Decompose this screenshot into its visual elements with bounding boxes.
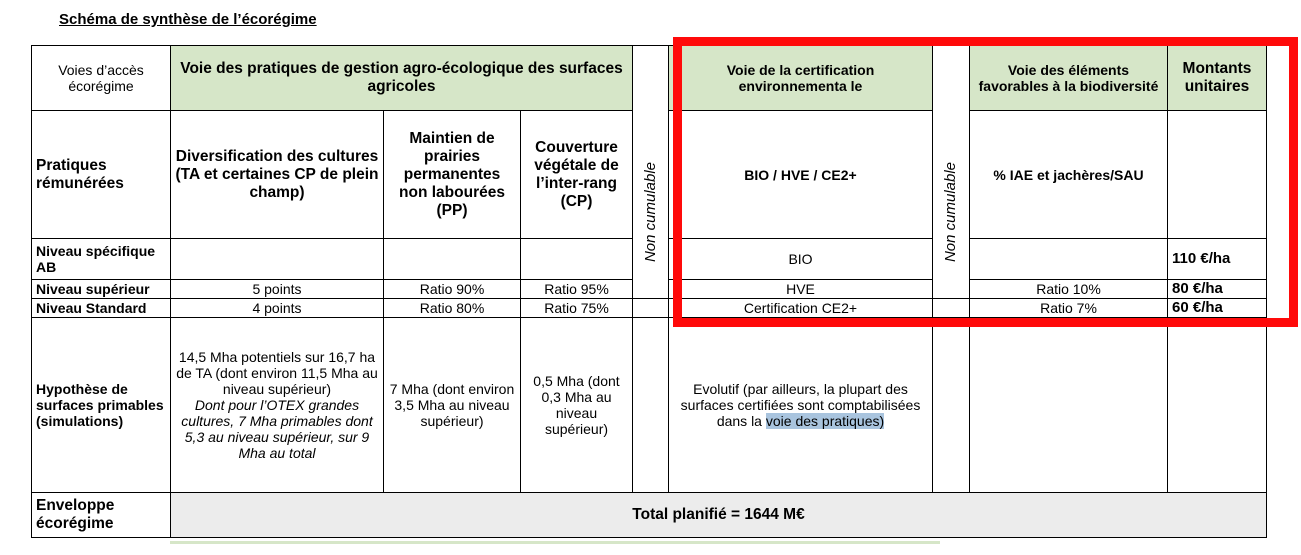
standard-certification: Certification CE2+ xyxy=(669,299,933,318)
hypothese-certification xyxy=(669,318,933,493)
standard-label: Niveau Standard xyxy=(32,299,171,318)
standard-biodiversite: Ratio 7% xyxy=(970,299,1168,318)
standard-prairies: Ratio 80% xyxy=(384,299,521,318)
hypothese-diversification xyxy=(171,318,384,493)
non-cumulable-2-cont xyxy=(933,299,970,318)
ab-biodiversite xyxy=(970,239,1168,280)
header-row xyxy=(32,46,1267,111)
superieur-label: Niveau supérieur xyxy=(32,280,171,299)
enveloppe-total: Total planifié = 1644 M€ xyxy=(171,493,1267,538)
non-cumulable-1-label: Non cumulable xyxy=(641,162,659,263)
superieur-amount: 80 €/ha xyxy=(1168,280,1267,299)
pratiques-prairies: Maintien de prairies permanentes non labourées (PP) xyxy=(384,111,521,239)
hypothese-certification-text: Evolutif (par ailleurs, la plupart des surfaces certifiées sont comptabilisées dans la xyxy=(680,381,921,429)
header-voie-biodiversite: Voie des éléments favorables à la biodiversité xyxy=(970,46,1168,111)
hypothese-prairies: 7 Mha (dont environ 3,5 Mha au niveau supérieur) xyxy=(384,318,521,493)
hypothese-spacer-1 xyxy=(633,318,669,493)
header-voies-acces: Voies d’accès écorégime xyxy=(32,46,171,111)
hypothese-diversification-text: 14,5 Mha potentiels sur 16,7 ha de TA (dont environ 11,5 Mha au niveau supérieur) xyxy=(176,349,378,397)
superieur-certification: HVE xyxy=(669,280,933,299)
hypothese-montant xyxy=(1168,318,1267,493)
superieur-couverture: Ratio 95% xyxy=(521,280,633,299)
pratiques-diversification: Diversification des cultures (TA et certaines CP de plein champ) xyxy=(171,111,384,239)
header-montants: Montants unitaires xyxy=(1168,46,1267,111)
ab-label: Niveau spécifique AB xyxy=(32,239,171,280)
ab-certification: BIO xyxy=(669,239,933,280)
pratiques-biodiversite: % IAE et jachères/SAU xyxy=(970,111,1168,239)
pratiques-certification: BIO / HVE / CE2+ xyxy=(669,111,933,239)
hypothese-biodiversite xyxy=(970,318,1168,493)
ecoregime-table xyxy=(31,45,1267,538)
pratiques-label: Pratiques rémunérées xyxy=(32,111,171,239)
enveloppe-label: Enveloppe écorégime xyxy=(32,493,171,538)
document-title: Schéma de synthèse de l’écorégime xyxy=(59,11,317,28)
superieur-biodiversite: Ratio 10% xyxy=(970,280,1168,299)
pratiques-couverture: Couverture végétale de l’inter-rang (CP) xyxy=(521,111,633,239)
superieur-prairies: Ratio 90% xyxy=(384,280,521,299)
superieur-diversification: 5 points xyxy=(171,280,384,299)
non-cumulable-1 xyxy=(633,46,669,299)
header-voie-certification: Voie de la certification environnementa le xyxy=(669,46,933,111)
row-niveau-standard xyxy=(32,299,1267,318)
green-bar xyxy=(170,541,940,544)
hypothese-label: Hypothèse de surfaces primables (simulations) xyxy=(32,318,171,493)
highlighted-text: voie des pratiques) xyxy=(765,413,885,429)
row-enveloppe xyxy=(32,493,1267,538)
standard-diversification: 4 points xyxy=(171,299,384,318)
non-cumulable-2 xyxy=(933,46,970,299)
hypothese-spacer-2 xyxy=(933,318,970,493)
standard-couverture: Ratio 75% xyxy=(521,299,633,318)
non-cumulable-1-cont xyxy=(633,299,669,318)
ab-diversification xyxy=(171,239,384,280)
row-hypothese xyxy=(32,318,1267,493)
ab-couverture xyxy=(521,239,633,280)
pratiques-montant xyxy=(1168,111,1267,239)
ab-amount: 110 €/ha xyxy=(1168,239,1267,280)
non-cumulable-2-label: Non cumulable xyxy=(942,162,959,263)
ab-prairies xyxy=(384,239,521,280)
header-voie-pratiques: Voie des pratiques de gestion agro-écologique des surfaces agricoles xyxy=(171,46,633,111)
hypothese-couverture: 0,5 Mha (dont 0,3 Mha au niveau supérieur) xyxy=(521,318,633,493)
standard-amount: 60 €/ha xyxy=(1168,299,1267,318)
hypothese-diversification-otex: Dont pour l’OTEX grandes cultures, 7 Mha primables dont 5,3 au niveau supérieur, sur 9 Mha au total xyxy=(181,397,373,461)
